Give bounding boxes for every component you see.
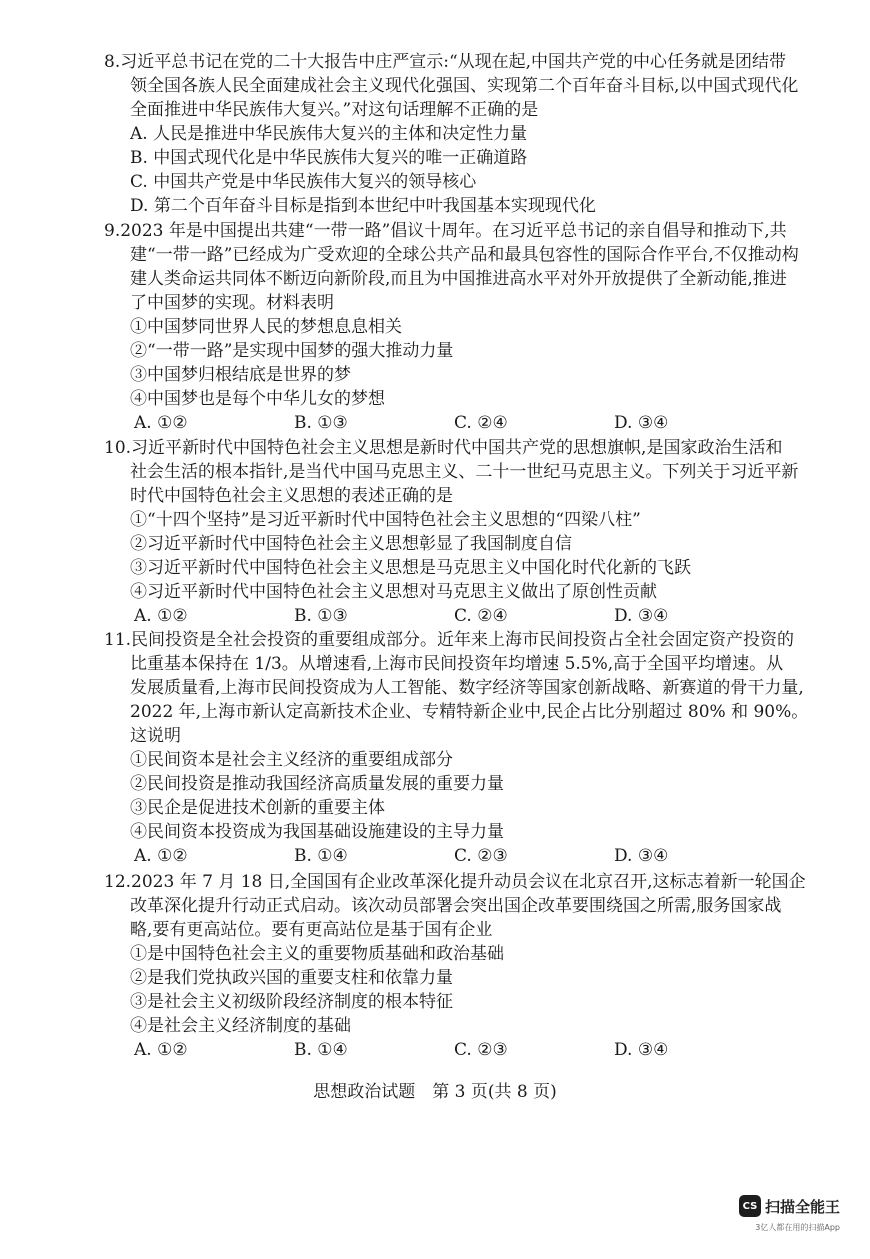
option-d: D. 第二个百年奋斗目标是指到本世纪中叶我国基本实现现代化 (130, 196, 596, 216)
choice-a: A. ①② (134, 1040, 188, 1060)
statement-1: ①民间资本是社会主义经济的重要组成部分 (130, 750, 453, 770)
stem-line: 了中国梦的实现。材料表明 (130, 293, 334, 313)
answer-choices (104, 411, 774, 435)
question-9 (104, 219, 799, 435)
statement-4: ④民间资本投资成为我国基础设施建设的主导力量 (130, 822, 504, 842)
question-11 (104, 628, 809, 868)
scanner-tagline: 3亿人都在用的扫描App (755, 1223, 840, 1232)
question-stem (104, 628, 809, 748)
option-a: A. 人民是推进中华民族伟大复兴的主体和决定性力量 (130, 124, 528, 144)
question-stem (104, 870, 806, 942)
question-stem (104, 50, 799, 122)
camscanner-logo-icon: CS (739, 1195, 761, 1217)
choice-b: B. ①③ (294, 413, 348, 433)
question-10 (104, 436, 799, 628)
stem-line: 9.2023 年是中国提出共建“一带一路”倡议十周年。在习近平总书记的亲自倡导和推动下,共 (104, 221, 787, 241)
statement-3: ③中国梦归根结底是世界的梦 (130, 365, 351, 385)
stem-line: 11.民间投资是全社会投资的重要组成部分。近年来上海市民间投资占全社会固定资产投资的 (104, 630, 795, 650)
choice-a: A. ①② (134, 606, 188, 626)
choice-b: B. ①④ (294, 1040, 348, 1060)
choice-c: C. ②③ (454, 1040, 508, 1060)
stem-line: 比重基本保持在 1/3。从增速看,上海市民间投资年均增速 5.5%,高于全国平均增速。从 (130, 654, 784, 674)
statement-4: ④是社会主义经济制度的基础 (130, 1016, 351, 1036)
statement-1: ①是中国特色社会主义的重要物质基础和政治基础 (130, 944, 504, 964)
stem-line: 全面推进中华民族伟大复兴。”对这句话理解不正确的是 (130, 100, 539, 120)
statement-2: ②习近平新时代中国特色社会主义思想彰显了我国制度自信 (130, 534, 572, 554)
stem-line: 时代中国特色社会主义思想的表述正确的是 (130, 486, 453, 506)
choice-c: C. ②④ (454, 413, 508, 433)
option-b: B. 中国式现代化是中华民族伟大复兴的唯一正确道路 (130, 148, 528, 168)
stem-line: 8.习近平总书记在党的二十大报告中庄严宣示:“从现在起,中国共产党的中心任务就是团结带 (104, 52, 787, 72)
statement-1: ①中国梦同世界人民的梦想息息相关 (130, 317, 402, 337)
stem-line: 建“一带一路”已经成为广受欢迎的全球公共产品和最具包容性的国际合作平台,不仅推动构 (130, 245, 799, 265)
choice-c: C. ②④ (454, 606, 508, 626)
stem-line: 社会生活的根本指针,是当代中国马克思主义、二十一世纪马克思主义。下列关于习近平新 (130, 462, 799, 482)
stem-line: 领全国各族人民全面建成社会主义现代化强国、实现第二个百年奋斗目标,以中国式现代化 (130, 76, 799, 96)
answer-choices (104, 844, 774, 868)
statement-2: ②“一带一路”是实现中国梦的强大推动力量 (130, 341, 454, 361)
scanner-watermark (739, 1195, 840, 1217)
choice-a: A. ①② (134, 413, 188, 433)
stem-line: 发展质量看,上海市民间投资成为人工智能、数字经济等国家创新战略、新赛道的骨干力量, (130, 678, 804, 698)
choice-b: B. ①③ (294, 606, 348, 626)
answer-choices (104, 604, 774, 628)
choice-b: B. ①④ (294, 846, 348, 866)
stem-line: 建人类命运共同体不断迈向新阶段,而且为中国推进高水平对外开放提供了全新动能,推进 (130, 269, 787, 289)
question-8 (104, 50, 799, 218)
choice-d: D. ③④ (614, 606, 669, 626)
statement-3: ③是社会主义初级阶段经济制度的根本特征 (130, 992, 453, 1012)
choice-d: D. ③④ (614, 846, 669, 866)
stem-line: 12.2023 年 7 月 18 日,全国国有企业改革深化提升动员会议在北京召开,这标志着新一轮国企 (104, 872, 806, 892)
choice-a: A. ①② (134, 846, 188, 866)
answer-choices (104, 1038, 774, 1062)
stem-line: 这说明 (130, 726, 181, 746)
statement-3: ③民企是促进技术创新的重要主体 (130, 798, 385, 818)
stem-line: 改革深化提升行动正式启动。该次动员部署会突出国企改革要围绕国之所需,服务国家战 (130, 896, 782, 916)
statement-3: ③习近平新时代中国特色社会主义思想是马克思主义中国化时代化新的飞跃 (130, 558, 691, 578)
question-12 (104, 870, 806, 1062)
stem-line: 略,要有更高站位。要有更高站位是基于国有企业 (130, 920, 493, 940)
question-stem (104, 436, 799, 508)
statement-2: ②民间投资是推动我国经济高质量发展的重要力量 (130, 774, 504, 794)
statement-4: ④中国梦也是每个中华儿女的梦想 (130, 389, 385, 409)
statement-1: ①“十四个坚持”是习近平新时代中国特色社会主义思想的“四梁八柱” (130, 510, 641, 530)
scanner-name: 扫描全能王 (764, 1197, 840, 1216)
choice-c: C. ②③ (454, 846, 508, 866)
page-footer: 思想政治试题 第 3 页(共 8 页) (313, 1082, 557, 1102)
option-c: C. 中国共产党是中华民族伟大复兴的领导核心 (130, 172, 477, 192)
question-stem (104, 219, 799, 315)
stem-line: 10.习近平新时代中国特色社会主义思想是新时代中国共产党的思想旗帜,是国家政治生活和 (104, 438, 783, 458)
choice-d: D. ③④ (614, 1040, 669, 1060)
choice-d: D. ③④ (614, 413, 669, 433)
statement-2: ②是我们党执政兴国的重要支柱和依靠力量 (130, 968, 453, 988)
statement-4: ④习近平新时代中国特色社会主义思想对马克思主义做出了原创性贡献 (130, 582, 657, 602)
stem-line: 2022 年,上海市新认定高新技术企业、专精特新企业中,民企占比分别超过 80% 和 90%。 (130, 702, 809, 722)
